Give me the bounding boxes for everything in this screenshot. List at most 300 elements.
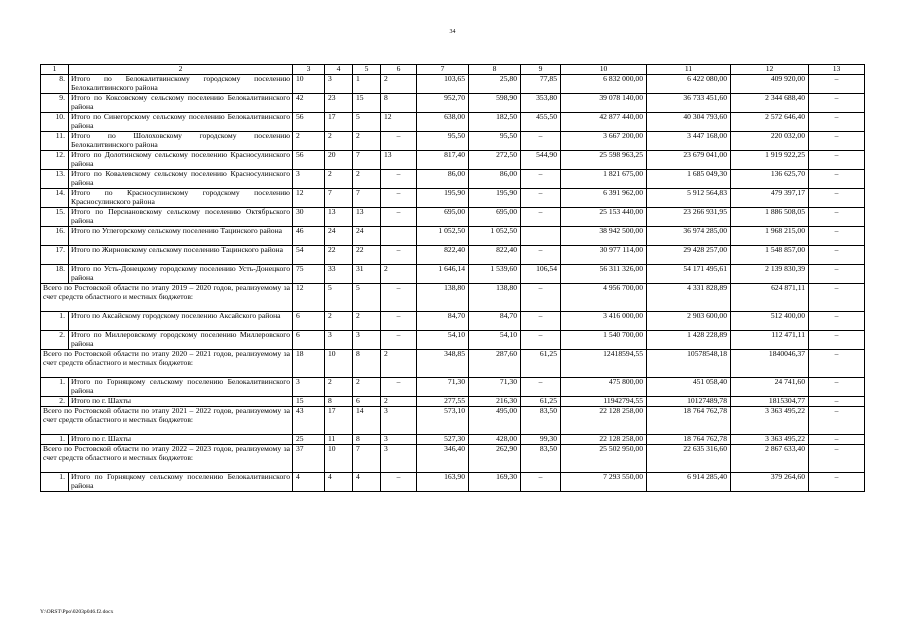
cell-c9: – bbox=[521, 246, 561, 265]
cell-c9: 61,25 bbox=[521, 397, 561, 407]
cell-c11: 29 428 257,00 bbox=[647, 246, 731, 265]
header-cell: 8 bbox=[469, 65, 521, 75]
cell-c12: 1 919 922,25 bbox=[731, 151, 809, 170]
cell-c5: 13 bbox=[353, 208, 381, 227]
cell-c11: 1 685 049,30 bbox=[647, 170, 731, 189]
cell-c12: 1815304,77 bbox=[731, 397, 809, 407]
cell-c12: 112 471,11 bbox=[731, 331, 809, 350]
header-cell: 6 bbox=[381, 65, 417, 75]
cell-c3: 15 bbox=[293, 397, 325, 407]
cell-c4: 4 bbox=[325, 473, 353, 492]
header-cell: 5 bbox=[353, 65, 381, 75]
cell-c4: 2 bbox=[325, 378, 353, 397]
cell-c11: 23 266 931,95 bbox=[647, 208, 731, 227]
row-number: 1. bbox=[41, 473, 69, 492]
settlement-name: Итого по Горняцкому сельскому поселению Белокалитвинского района bbox=[69, 473, 293, 492]
cell-c7: 638,00 bbox=[417, 113, 469, 132]
cell-c9: 77,85 bbox=[521, 75, 561, 94]
cell-c10: 22 128 258,00 bbox=[561, 435, 647, 445]
cell-c9: – bbox=[521, 378, 561, 397]
cell-c7: 103,65 bbox=[417, 75, 469, 94]
header-cell: 2 bbox=[69, 65, 293, 75]
cell-c3: 3 bbox=[293, 170, 325, 189]
cell-c12: 479 397,17 bbox=[731, 189, 809, 208]
cell-c11: 22 635 316,60 bbox=[647, 445, 731, 473]
cell-c8: 84,70 bbox=[469, 312, 521, 331]
stage-total-row bbox=[41, 350, 865, 378]
cell-c5: 2 bbox=[353, 170, 381, 189]
cell-c12: 2 572 646,40 bbox=[731, 113, 809, 132]
cell-c3: 56 bbox=[293, 151, 325, 170]
cell-c6: 2 bbox=[381, 265, 417, 284]
cell-c7: 1 646,14 bbox=[417, 265, 469, 284]
cell-c5: 22 bbox=[353, 246, 381, 265]
cell-c10: 25 502 950,00 bbox=[561, 445, 647, 473]
cell-c7: 95,50 bbox=[417, 132, 469, 151]
cell-c7: 86,00 bbox=[417, 170, 469, 189]
cell-c6: 13 bbox=[381, 151, 417, 170]
cell-c11: 3 447 168,00 bbox=[647, 132, 731, 151]
cell-c8: 95,50 bbox=[469, 132, 521, 151]
header-cell: 1 bbox=[41, 65, 69, 75]
cell-c5: 2 bbox=[353, 132, 381, 151]
cell-c11: 10127489,78 bbox=[647, 397, 731, 407]
cell-c11: 54 171 495,61 bbox=[647, 265, 731, 284]
cell-c6: – bbox=[381, 170, 417, 189]
cell-c7: 952,70 bbox=[417, 94, 469, 113]
cell-c7: 277,55 bbox=[417, 397, 469, 407]
table-row bbox=[41, 265, 865, 284]
row-number: 1. bbox=[41, 312, 69, 331]
cell-c5: 5 bbox=[353, 113, 381, 132]
table-row bbox=[41, 189, 865, 208]
settlement-name: Итого по г. Шахты bbox=[69, 397, 293, 407]
cell-c3: 46 bbox=[293, 227, 325, 246]
table-row bbox=[41, 113, 865, 132]
cell-c4: 2 bbox=[325, 170, 353, 189]
cell-c4: 8 bbox=[325, 397, 353, 407]
header-cell: 11 bbox=[647, 65, 731, 75]
cell-c13: – bbox=[809, 284, 865, 312]
cell-c6: – bbox=[381, 132, 417, 151]
cell-c7: 527,30 bbox=[417, 435, 469, 445]
cell-c8: 169,30 bbox=[469, 473, 521, 492]
cell-c4: 23 bbox=[325, 94, 353, 113]
cell-c12: 379 264,60 bbox=[731, 473, 809, 492]
cell-c8: 25,80 bbox=[469, 75, 521, 94]
cell-c13: – bbox=[809, 151, 865, 170]
cell-c10: 42 877 440,00 bbox=[561, 113, 647, 132]
cell-c7: 84,70 bbox=[417, 312, 469, 331]
cell-c6 bbox=[381, 227, 417, 246]
cell-c5: 24 bbox=[353, 227, 381, 246]
cell-c4: 11 bbox=[325, 435, 353, 445]
cell-c4: 13 bbox=[325, 208, 353, 227]
cell-c9: – bbox=[521, 284, 561, 312]
cell-c4: 2 bbox=[325, 312, 353, 331]
cell-c9 bbox=[521, 227, 561, 246]
cell-c6: 2 bbox=[381, 397, 417, 407]
cell-c13: – bbox=[809, 113, 865, 132]
total-label: Всего по Ростовской области по этапу 2020 – 2021 годов, реализуемому за счет средств областного и местных бюджетов: bbox=[41, 350, 293, 378]
cell-c4: 10 bbox=[325, 350, 353, 378]
cell-c10: 39 078 140,00 bbox=[561, 94, 647, 113]
cell-c7: 71,30 bbox=[417, 378, 469, 397]
cell-c8: 428,00 bbox=[469, 435, 521, 445]
header-cell: 9 bbox=[521, 65, 561, 75]
cell-c11: 6 422 080,00 bbox=[647, 75, 731, 94]
cell-c9: 61,25 bbox=[521, 350, 561, 378]
cell-c3: 6 bbox=[293, 331, 325, 350]
row-number: 8. bbox=[41, 75, 69, 94]
cell-c8: 54,10 bbox=[469, 331, 521, 350]
cell-c8: 216,30 bbox=[469, 397, 521, 407]
cell-c7: 1 052,50 bbox=[417, 227, 469, 246]
cell-c4: 3 bbox=[325, 75, 353, 94]
cell-c9: – bbox=[521, 189, 561, 208]
cell-c8: 495,00 bbox=[469, 407, 521, 435]
row-number: 14. bbox=[41, 189, 69, 208]
table-row bbox=[41, 75, 865, 94]
cell-c11: 2 903 600,00 bbox=[647, 312, 731, 331]
cell-c13: – bbox=[809, 350, 865, 378]
cell-c6: 2 bbox=[381, 75, 417, 94]
cell-c13: – bbox=[809, 246, 865, 265]
table-row bbox=[41, 397, 865, 407]
cell-c3: 42 bbox=[293, 94, 325, 113]
cell-c5: 1 bbox=[353, 75, 381, 94]
cell-c9: 83,50 bbox=[521, 445, 561, 473]
cell-c5: 2 bbox=[353, 378, 381, 397]
cell-c9: – bbox=[521, 331, 561, 350]
cell-c11: 10578548,18 bbox=[647, 350, 731, 378]
stage-total-row bbox=[41, 407, 865, 435]
cell-c9: 83,50 bbox=[521, 407, 561, 435]
settlement-name: Итого по Жирновскому сельскому поселению Тацинского района bbox=[69, 246, 293, 265]
cell-c3: 37 bbox=[293, 445, 325, 473]
row-number: 12. bbox=[41, 151, 69, 170]
cell-c12: 2 139 830,39 bbox=[731, 265, 809, 284]
header-cell: 3 bbox=[293, 65, 325, 75]
total-label: Всего по Ростовской области по этапу 2021 – 2022 годов, реализуемому за счет средств областного и местных бюджетов: bbox=[41, 407, 293, 435]
cell-c11: 36 733 451,60 bbox=[647, 94, 731, 113]
stage-total-row bbox=[41, 445, 865, 473]
cell-c3: 25 bbox=[293, 435, 325, 445]
table-row bbox=[41, 151, 865, 170]
cell-c3: 10 bbox=[293, 75, 325, 94]
cell-c8: 195,90 bbox=[469, 189, 521, 208]
cell-c10: 475 800,00 bbox=[561, 378, 647, 397]
stage-total-row bbox=[41, 284, 865, 312]
cell-c5: 15 bbox=[353, 94, 381, 113]
cell-c5: 6 bbox=[353, 397, 381, 407]
cell-c10: 30 977 114,00 bbox=[561, 246, 647, 265]
cell-c10: 1 821 675,00 bbox=[561, 170, 647, 189]
cell-c13: – bbox=[809, 312, 865, 331]
cell-c11: 4 331 828,89 bbox=[647, 284, 731, 312]
cell-c11: 1 428 228,89 bbox=[647, 331, 731, 350]
settlement-name: Итого по Долотинскому сельскому поселению Красносулинского района bbox=[69, 151, 293, 170]
file-path-footer: Y:\ORST\Ppo\0203p046.f2.docx bbox=[40, 609, 114, 615]
table-row bbox=[41, 312, 865, 331]
cell-c13: – bbox=[809, 75, 865, 94]
table-row bbox=[41, 435, 865, 445]
cell-c11: 40 304 793,60 bbox=[647, 113, 731, 132]
cell-c10: 11942794,55 bbox=[561, 397, 647, 407]
cell-c11: 18 764 762,78 bbox=[647, 407, 731, 435]
cell-c12: 220 032,00 bbox=[731, 132, 809, 151]
cell-c7: 822,40 bbox=[417, 246, 469, 265]
table-row bbox=[41, 378, 865, 397]
cell-c3: 75 bbox=[293, 265, 325, 284]
row-number: 16. bbox=[41, 227, 69, 246]
cell-c8: 138,80 bbox=[469, 284, 521, 312]
cell-c7: 54,10 bbox=[417, 331, 469, 350]
table-row bbox=[41, 132, 865, 151]
cell-c9: – bbox=[521, 473, 561, 492]
cell-c8: 71,30 bbox=[469, 378, 521, 397]
cell-c8: 182,50 bbox=[469, 113, 521, 132]
cell-c5: 7 bbox=[353, 151, 381, 170]
cell-c7: 346,40 bbox=[417, 445, 469, 473]
row-number: 9. bbox=[41, 94, 69, 113]
cell-c10: 25 153 440,00 bbox=[561, 208, 647, 227]
cell-c3: 6 bbox=[293, 312, 325, 331]
cell-c4: 2 bbox=[325, 132, 353, 151]
cell-c10: 25 598 963,25 bbox=[561, 151, 647, 170]
cell-c4: 17 bbox=[325, 407, 353, 435]
cell-c10: 38 942 500,00 bbox=[561, 227, 647, 246]
cell-c11: 36 974 285,00 bbox=[647, 227, 731, 246]
cell-c5: 4 bbox=[353, 473, 381, 492]
header-cell: 13 bbox=[809, 65, 865, 75]
cell-c6: – bbox=[381, 189, 417, 208]
cell-c7: 348,85 bbox=[417, 350, 469, 378]
cell-c11: 23 679 041,00 bbox=[647, 151, 731, 170]
cell-c8: 86,00 bbox=[469, 170, 521, 189]
row-number: 15. bbox=[41, 208, 69, 227]
cell-c10: 6 832 000,00 bbox=[561, 75, 647, 94]
table-row bbox=[41, 331, 865, 350]
cell-c6: 3 bbox=[381, 435, 417, 445]
cell-c6: – bbox=[381, 312, 417, 331]
table-row bbox=[41, 246, 865, 265]
cell-c6: – bbox=[381, 378, 417, 397]
cell-c5: 7 bbox=[353, 189, 381, 208]
cell-c6: – bbox=[381, 284, 417, 312]
cell-c13: – bbox=[809, 378, 865, 397]
settlement-name: Итого по г. Шахты bbox=[69, 435, 293, 445]
cell-c7: 163,90 bbox=[417, 473, 469, 492]
cell-c10: 6 391 962,00 bbox=[561, 189, 647, 208]
cell-c13: – bbox=[809, 189, 865, 208]
cell-c4: 7 bbox=[325, 189, 353, 208]
table-row bbox=[41, 227, 865, 246]
cell-c13: – bbox=[809, 445, 865, 473]
row-number: 11. bbox=[41, 132, 69, 151]
cell-c4: 17 bbox=[325, 113, 353, 132]
cell-c12: 3 363 495,22 bbox=[731, 407, 809, 435]
cell-c12: 409 920,00 bbox=[731, 75, 809, 94]
cell-c13: – bbox=[809, 407, 865, 435]
cell-c6: 2 bbox=[381, 350, 417, 378]
cell-c5: 31 bbox=[353, 265, 381, 284]
cell-c13: – bbox=[809, 435, 865, 445]
cell-c11: 5 912 564,83 bbox=[647, 189, 731, 208]
cell-c4: 20 bbox=[325, 151, 353, 170]
cell-c6: 3 bbox=[381, 407, 417, 435]
cell-c9: – bbox=[521, 312, 561, 331]
settlement-name: Итого по Красносулинскому городскому поселению Красносулинского района bbox=[69, 189, 293, 208]
header-cell: 12 bbox=[731, 65, 809, 75]
cell-c13: – bbox=[809, 397, 865, 407]
cell-c12: 1 548 857,00 bbox=[731, 246, 809, 265]
cell-c8: 598,90 bbox=[469, 94, 521, 113]
cell-c9: 353,80 bbox=[521, 94, 561, 113]
cell-c5: 8 bbox=[353, 350, 381, 378]
cell-c8: 272,50 bbox=[469, 151, 521, 170]
total-label: Всего по Ростовской области по этапу 2022 – 2023 годов, реализуемому за счет средств областного и местных бюджетов: bbox=[41, 445, 293, 473]
cell-c3: 30 bbox=[293, 208, 325, 227]
cell-c3: 18 bbox=[293, 350, 325, 378]
cell-c8: 822,40 bbox=[469, 246, 521, 265]
cell-c10: 3 667 200,00 bbox=[561, 132, 647, 151]
cell-c5: 5 bbox=[353, 284, 381, 312]
settlement-name: Итого по Усть-Донецкому городскому поселению Усть-Донецкого района bbox=[69, 265, 293, 284]
cell-c4: 3 bbox=[325, 331, 353, 350]
cell-c8: 287,60 bbox=[469, 350, 521, 378]
settlement-name: Итого по Шолоховскому городскому поселению Белокалитвинского района bbox=[69, 132, 293, 151]
cell-c13: – bbox=[809, 170, 865, 189]
cell-c5: 7 bbox=[353, 445, 381, 473]
cell-c5: 14 bbox=[353, 407, 381, 435]
cell-c8: 262,90 bbox=[469, 445, 521, 473]
cell-c6: – bbox=[381, 208, 417, 227]
cell-c12: 1 968 215,00 bbox=[731, 227, 809, 246]
row-number: 13. bbox=[41, 170, 69, 189]
cell-c3: 12 bbox=[293, 189, 325, 208]
cell-c6: 12 bbox=[381, 113, 417, 132]
cell-c12: 24 741,60 bbox=[731, 378, 809, 397]
cell-c4: 5 bbox=[325, 284, 353, 312]
header-cell: 4 bbox=[325, 65, 353, 75]
cell-c12: 3 363 495,22 bbox=[731, 435, 809, 445]
cell-c13: – bbox=[809, 265, 865, 284]
cell-c4: 33 bbox=[325, 265, 353, 284]
cell-c8: 1 052,50 bbox=[469, 227, 521, 246]
cell-c5: 8 bbox=[353, 435, 381, 445]
cell-c3: 54 bbox=[293, 246, 325, 265]
cell-c12: 2 867 633,40 bbox=[731, 445, 809, 473]
settlement-name: Итого по Белокалитвинскому городскому поселению Белокалитвинского района bbox=[69, 75, 293, 94]
cell-c3: 2 bbox=[293, 132, 325, 151]
cell-c6: – bbox=[381, 331, 417, 350]
cell-c13: – bbox=[809, 208, 865, 227]
settlement-name: Итого по Коксовскому сельскому поселению Белокалитвинского района bbox=[69, 94, 293, 113]
cell-c3: 4 bbox=[293, 473, 325, 492]
cell-c10: 7 293 550,00 bbox=[561, 473, 647, 492]
cell-c3: 43 bbox=[293, 407, 325, 435]
cell-c7: 138,80 bbox=[417, 284, 469, 312]
settlement-name: Итого по Синегорскому сельскому поселению Белокалитвинского района bbox=[69, 113, 293, 132]
cell-c3: 3 bbox=[293, 378, 325, 397]
cell-c9: – bbox=[521, 132, 561, 151]
cell-c9: – bbox=[521, 208, 561, 227]
cell-c5: 3 bbox=[353, 331, 381, 350]
settlement-name: Итого по Персиановскому сельскому поселению Октябрьского района bbox=[69, 208, 293, 227]
cell-c8: 1 539,60 bbox=[469, 265, 521, 284]
table-row bbox=[41, 208, 865, 227]
cell-c7: 195,90 bbox=[417, 189, 469, 208]
row-number: 2. bbox=[41, 397, 69, 407]
cell-c7: 695,00 bbox=[417, 208, 469, 227]
cell-c12: 1 886 508,05 bbox=[731, 208, 809, 227]
row-number: 1. bbox=[41, 378, 69, 397]
cell-c9: 544,90 bbox=[521, 151, 561, 170]
cell-c13: – bbox=[809, 132, 865, 151]
cell-c10: 1 540 700,00 bbox=[561, 331, 647, 350]
row-number: 2. bbox=[41, 331, 69, 350]
cell-c12: 136 625,70 bbox=[731, 170, 809, 189]
table-row bbox=[41, 473, 865, 492]
cell-c13: – bbox=[809, 227, 865, 246]
cell-c12: 2 344 688,40 bbox=[731, 94, 809, 113]
cell-c11: 6 914 285,40 bbox=[647, 473, 731, 492]
cell-c6: 3 bbox=[381, 445, 417, 473]
cell-c6: – bbox=[381, 473, 417, 492]
total-label: Всего по Ростовской области по этапу 2019 – 2020 годов, реализуемому за счет средств областного и местных бюджетов: bbox=[41, 284, 293, 312]
cell-c7: 573,10 bbox=[417, 407, 469, 435]
table-row bbox=[41, 94, 865, 113]
cell-c13: – bbox=[809, 331, 865, 350]
row-number: 10. bbox=[41, 113, 69, 132]
cell-c9: 99,30 bbox=[521, 435, 561, 445]
cell-c9: – bbox=[521, 170, 561, 189]
cell-c12: 624 871,11 bbox=[731, 284, 809, 312]
cell-c11: 451 058,40 bbox=[647, 378, 731, 397]
cell-c7: 817,40 bbox=[417, 151, 469, 170]
cell-c6: 8 bbox=[381, 94, 417, 113]
row-number: 17. bbox=[41, 246, 69, 265]
cell-c4: 10 bbox=[325, 445, 353, 473]
settlement-name: Итого по Аксайскому городскому поселению Аксайского района bbox=[69, 312, 293, 331]
cell-c4: 22 bbox=[325, 246, 353, 265]
header-cell: 10 bbox=[561, 65, 647, 75]
settlement-name: Итого по Горняцкому сельскому поселению Белокалитвинского района bbox=[69, 378, 293, 397]
cell-c12: 512 400,00 bbox=[731, 312, 809, 331]
settlement-name: Итого по Ковалевскому сельскому поселению Красносулинского района bbox=[69, 170, 293, 189]
settlement-name: Итого по Углегорскому сельскому поселению Тацинского района bbox=[69, 227, 293, 246]
cell-c6: – bbox=[381, 246, 417, 265]
cell-c10: 12418594,55 bbox=[561, 350, 647, 378]
cell-c9: 455,50 bbox=[521, 113, 561, 132]
page-number: 34 bbox=[449, 29, 456, 35]
data-table bbox=[40, 64, 865, 492]
cell-c10: 3 416 000,00 bbox=[561, 312, 647, 331]
cell-c3: 56 bbox=[293, 113, 325, 132]
table-row bbox=[41, 170, 865, 189]
cell-c10: 4 956 700,00 bbox=[561, 284, 647, 312]
header-row bbox=[41, 65, 865, 75]
cell-c5: 2 bbox=[353, 312, 381, 331]
cell-c12: 1840046,37 bbox=[731, 350, 809, 378]
cell-c13: – bbox=[809, 473, 865, 492]
header-cell: 7 bbox=[417, 65, 469, 75]
cell-c13: – bbox=[809, 94, 865, 113]
cell-c10: 22 128 258,00 bbox=[561, 407, 647, 435]
cell-c10: 56 311 326,00 bbox=[561, 265, 647, 284]
cell-c9: 106,54 bbox=[521, 265, 561, 284]
